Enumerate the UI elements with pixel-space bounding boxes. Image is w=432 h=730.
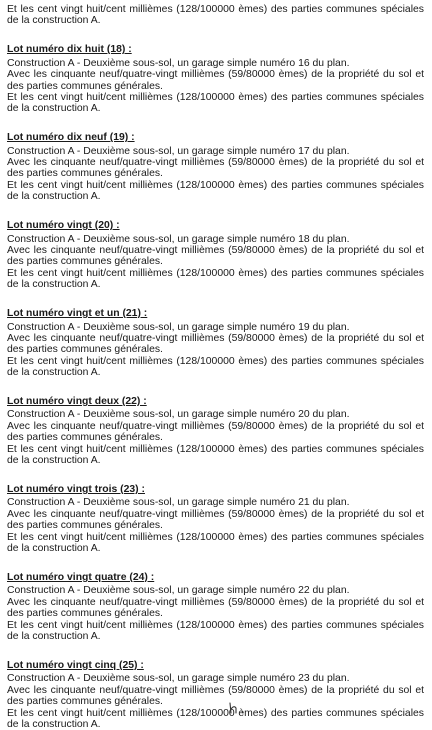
lot-24 [7,567,424,642]
lot-21 [7,303,424,378]
lot-ownership-share: Avec les cinquante neuf/quatre-vingt millièmes (59/80000 èmes) de la propriété du sol et des parties communes générales. [7,597,424,620]
lot-description: Construction A - Deuxième sous-sol, un garage simple numéro 18 du plan. [7,234,424,245]
lot-title: Lot numéro vingt (20) : [7,220,120,231]
handwritten-initials [228,702,248,714]
lot-special-share: Et les cent vingt huit/cent millièmes (128/100000 èmes) des parties communes spéciales de la construction A. [7,92,424,115]
lot-ownership-share: Avec les cinquante neuf/quatre-vingt millièmes (59/80000 èmes) de la propriété du sol et des parties communes générales. [7,69,424,92]
lot-title: Lot numéro dix huit (18) : [7,44,132,55]
lot-description: Construction A - Deuxième sous-sol, un garage simple numéro 17 du plan. [7,146,424,157]
lot-title: Lot numéro vingt quatre (24) : [7,572,154,583]
lot-title: Lot numéro dix neuf (19) : [7,132,135,143]
intro-line-2: spéciales de la construction A. [7,4,424,26]
lot-description: Construction A - Deuxième sous-sol, un garage simple numéro 19 du plan. [7,322,424,333]
intro-text [7,4,424,27]
lot-title: Lot numéro vingt deux (22) : [7,396,147,407]
lot-special-share: Et les cent vingt huit/cent millièmes (128/100000 èmes) des parties communes spéciales de la construction A. [7,268,424,291]
lot-description: Construction A - Deuxième sous-sol, un garage simple numéro 21 du plan. [7,497,424,508]
lot-ownership-share: Avec les cinquante neuf/quatre-vingt millièmes (59/80000 èmes) de la propriété du sol et des parties communes générales. [7,509,424,532]
lot-title: Lot numéro vingt trois (23) : [7,484,145,495]
lot-18 [7,39,424,114]
lot-23 [7,479,424,554]
lot-ownership-share: Avec les cinquante neuf/quatre-vingt millièmes (59/80000 èmes) de la propriété du sol et des parties communes générales. [7,421,424,444]
lot-title: Lot numéro vingt cinq (25) : [7,660,144,671]
lot-special-share: Et les cent vingt huit/cent millièmes (128/100000 èmes) des parties communes spéciales de la construction A. [7,620,424,643]
intro-line-1: Et les cent vingt huit/cent millièmes (128/100000 èmes) des parties communes [7,4,377,15]
lot-description: Construction A - Deuxième sous-sol, un garage simple numéro 23 du plan. [7,673,424,684]
lot-25 [7,655,424,730]
lot-ownership-share: Avec les cinquante neuf/quatre-vingt millièmes (59/80000 èmes) de la propriété du sol et des parties communes générales. [7,333,424,356]
lot-special-share: Et les cent vingt huit/cent millièmes (128/100000 èmes) des parties communes spéciales de la construction A. [7,180,424,203]
lot-description: Construction A - Deuxième sous-sol, un garage simple numéro 16 du plan. [7,58,424,69]
lot-ownership-share: Avec les cinquante neuf/quatre-vingt millièmes (59/80000 èmes) de la propriété du sol et des parties communes générales. [7,245,424,268]
lot-ownership-share: Avec les cinquante neuf/quatre-vingt millièmes (59/80000 èmes) de la propriété du sol et des parties communes générales. [7,685,424,708]
lot-20 [7,215,424,290]
lot-special-share: Et les cent vingt huit/cent millièmes (128/100000 èmes) des parties communes spéciales de la construction A. [7,444,424,467]
lot-special-share: Et les cent vingt huit/cent millièmes (128/100000 èmes) des parties communes spéciales de la construction A. [7,356,424,379]
lot-title: Lot numéro vingt et un (21) : [7,308,147,319]
lot-special-share: Et les cent vingt huit/cent millièmes (128/100000 èmes) des parties communes spéciales de la construction A. [7,708,424,730]
intro-block [7,4,424,27]
lot-special-share: Et les cent vingt huit/cent millièmes (128/100000 èmes) des parties communes spéciales de la construction A. [7,532,424,555]
lot-description: Construction A - Deuxième sous-sol, un garage simple numéro 22 du plan. [7,585,424,596]
lot-22 [7,391,424,466]
document-page [7,4,424,730]
lot-description: Construction A - Deuxième sous-sol, un garage simple numéro 20 du plan. [7,409,424,420]
lot-ownership-share: Avec les cinquante neuf/quatre-vingt millièmes (59/80000 èmes) de la propriété du sol et des parties communes générales. [7,157,424,180]
lot-19 [7,127,424,202]
